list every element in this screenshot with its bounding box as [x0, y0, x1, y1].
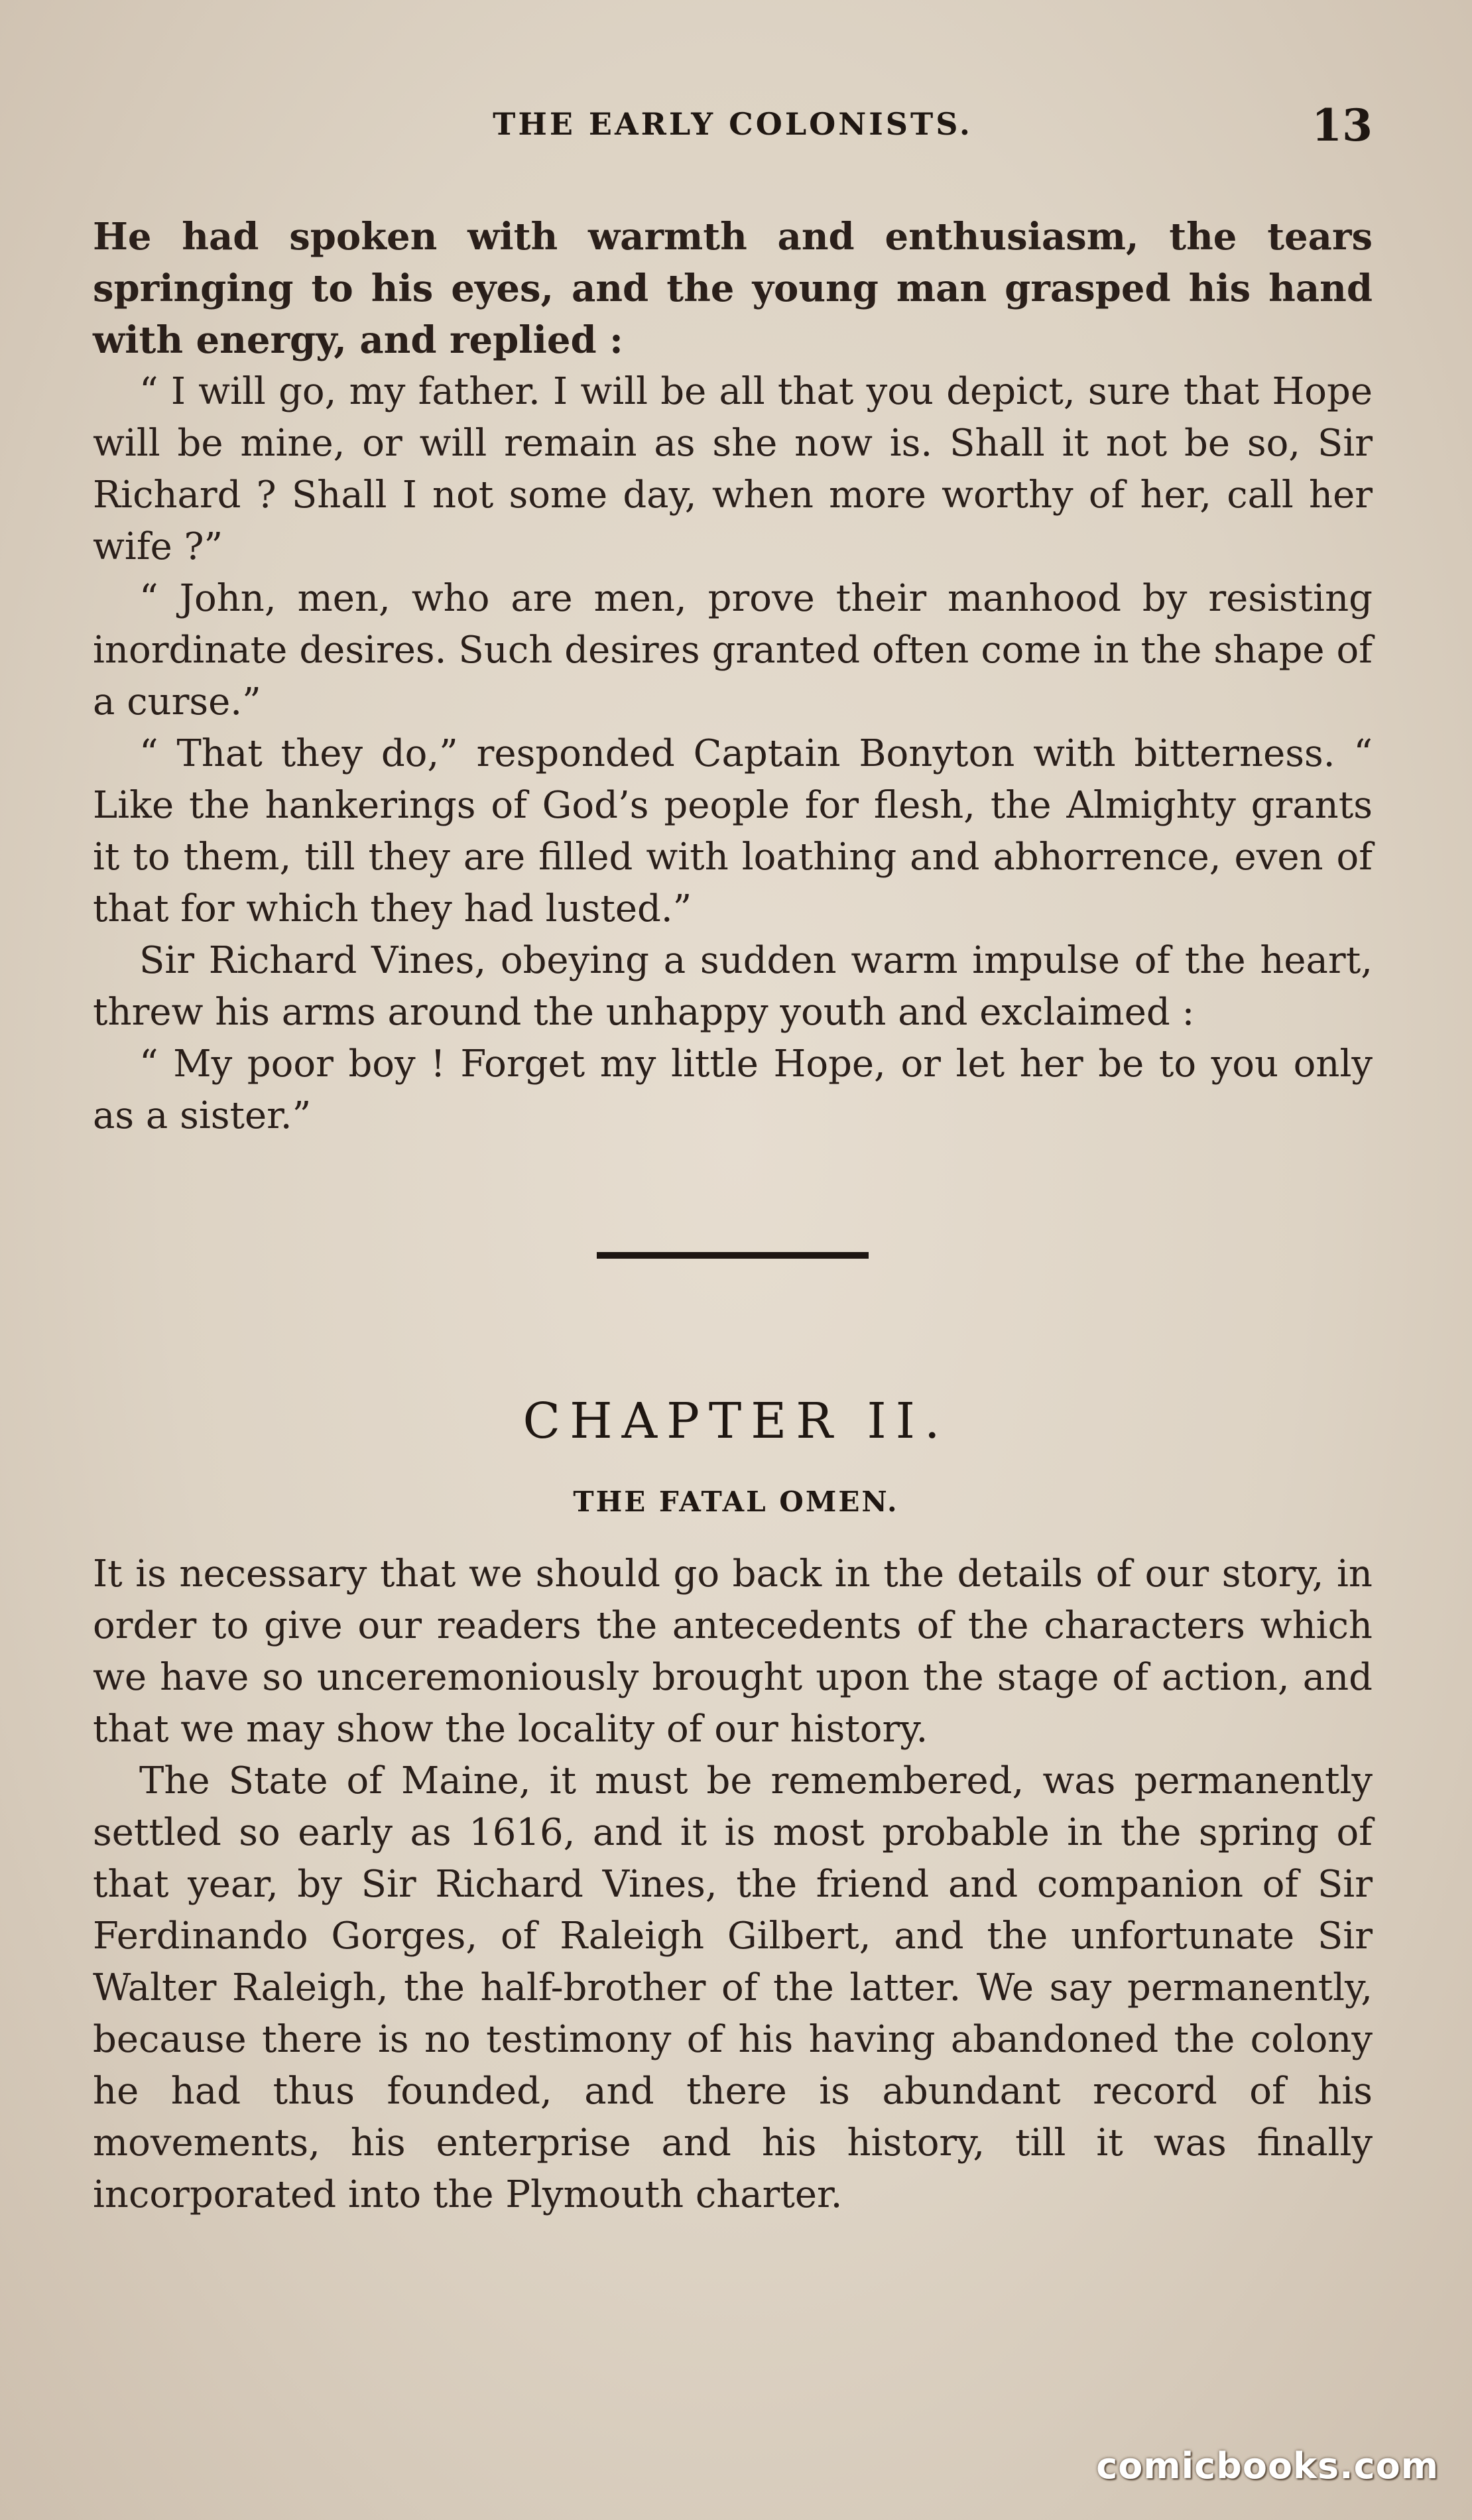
- paragraph: It is necessary that we should go back in the details of our story, in order to give our readers the antecedents of the characters which we have so unceremoniously brought upon the stage of action, and that we may show the locality of our history.: [93, 1552, 1373, 1751]
- chapter-subtitle: THE FATAL OMEN.: [573, 1485, 899, 1518]
- watermark: comicbooks.com: [1096, 2445, 1439, 2487]
- page-number: 13: [1312, 99, 1373, 151]
- paragraph: “ My poor boy ! Forget my little Hope, or let her be to you only as a sister.”: [93, 1042, 1373, 1137]
- running-title: THE EARLY COLONISTS.: [493, 106, 973, 142]
- chapter-one-ending: [93, 211, 1373, 1142]
- paragraph: “ That they do,” responded Captain Bonyton with bitterness. “ Like the hankerings of God’s people for flesh, the Almighty grants it to them, till they are filled with loathing and abhorrence, even of that for which they had lusted.”: [93, 732, 1373, 930]
- chapter-title: CHAPTER II.: [522, 1393, 950, 1450]
- paragraph: He had spoken with warmth and enthusiasm, the tears springing to his eyes, and the young man grasped his hand with energy, and replied :: [93, 215, 1373, 362]
- paragraph: The State of Maine, it must be remembered, was permanently settled so early as 1616, and it is most probable in the spring of that year, by Sir Richard Vines, the friend and companion of Sir Ferdinando Gorges, of Raleigh Gilbert, and the unfortunate Sir Walter Raleigh, the half-brother of the latter. We say permanently, because there is no testimony of his having abandoned the colony he had thus founded, and there is abundant record of his movements, his enterprise and his history, till it was finally incorporated into the Plymouth charter.: [93, 1759, 1373, 2216]
- page-header: [93, 99, 1373, 159]
- section-divider-rule: [597, 1252, 869, 1259]
- chapter-two-body: [93, 1548, 1373, 2221]
- paragraph: “ John, men, who are men, prove their manhood by resisting inordinate desires. Such desires granted often come in the shape of a curse.”: [93, 577, 1373, 724]
- paragraph: “ I will go, my father. I will be all that you depict, sure that Hope will be mine, or will remain as she now is. Shall it not be so, Sir Richard ? Shall I not some day, when more worthy of her, call her wife ?”: [93, 370, 1373, 568]
- paragraph: Sir Richard Vines, obeying a sudden warm impulse of the heart, threw his arms around the unhappy youth and exclaimed :: [93, 939, 1373, 1034]
